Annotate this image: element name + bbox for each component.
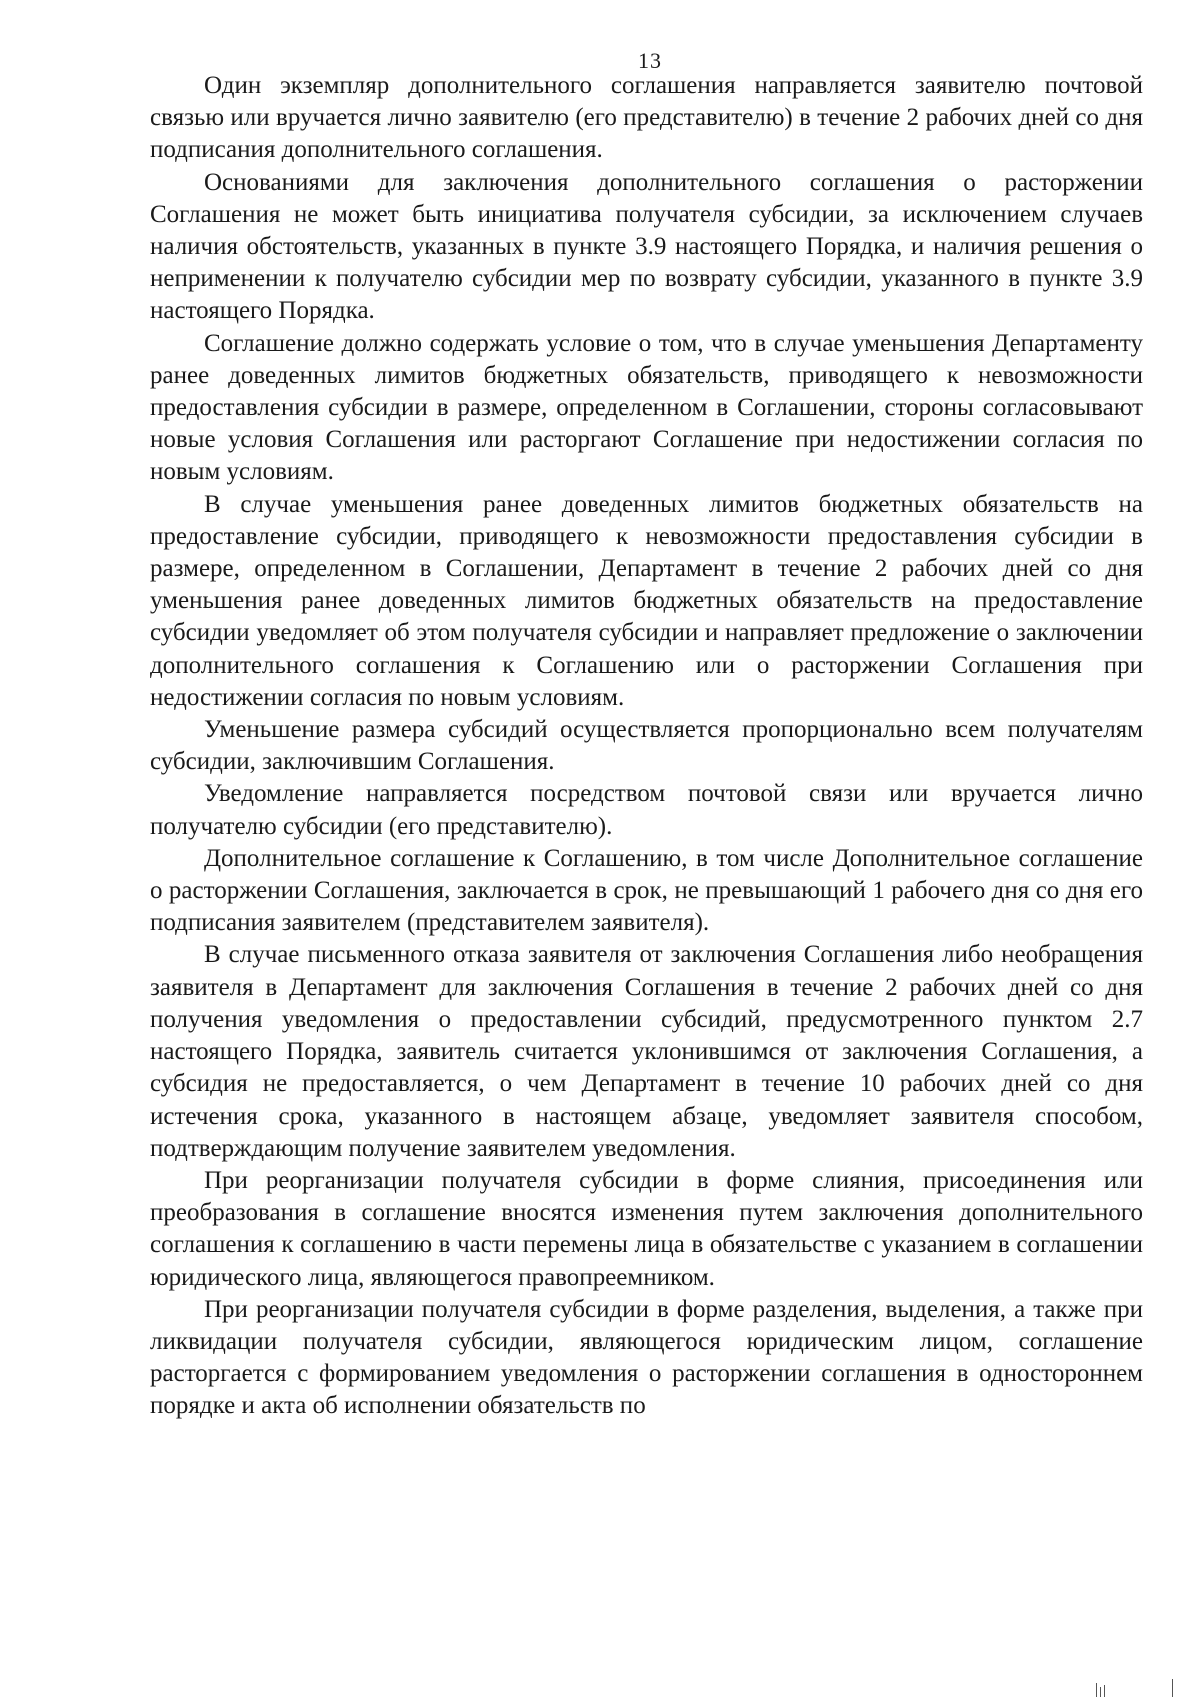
paragraph: Дополнительное соглашение к Соглашению, в том числе Дополнительное соглашение о расторжении Соглашения, заключается в срок, не превышающий 1 рабочего дня со дня его подписания заявителем (представителем заявителя). [150,844,1143,937]
paragraph: Соглашение должно содержать условие о том, что в случае уменьшения Департаменту ранее доведенных лимитов бюджетных обязательств, приводящего к невозможности предоставления субсидии в размере, определенном в Соглашении, стороны согласовывают новые условия Соглашения или расторгают Соглашение при недостижении согласия по новым условиям. [150,329,1143,486]
scan-artifact-mark [1100,1687,1101,1697]
paragraph: В случае уменьшения ранее доведенных лимитов бюджетных обязательств на предоставление субсидии, приводящего к невозможности предоставления субсидии в размере, определенном в Соглашении, Департамент в течение 2 рабочих дней со дня уменьшения ранее доведенных лимитов бюджетных обязательств на предоставление субсидии уведомляет об этом получателя субсидии и направляет предложение о заключении дополнительного соглашения к Соглашению или о расторжении Соглашения при недостижении согласия по новым условиям. [150,490,1143,711]
paragraph: При реорганизации получателя субсидии в форме слияния, присоединения или преобразования в соглашение вносятся изменения путем заключения дополнительного соглашения к соглашению в части перемены лица в обязательстве с указанием в соглашении юридического лица, являющегося правопреемником. [150,1166,1143,1291]
paragraph: Уведомление направляется посредством почтовой связи или вручается лично получателю субсидии (его представителю). [150,780,1143,840]
paragraph: В случае письменного отказа заявителя от заключения Соглашения либо необращения заявителя в Департамент для заключения Соглашения в течение 2 рабочих дней со дня получения уведомления о предоставлении субсидий, предусмотренного пунктом 2.7 настоящего Порядка, заявитель считается уклонившимся от заключения Соглашения, а субсидия не предоставляется, о чем Департамент в течение 10 рабочих дней со дня истечения срока, указанного в настоящем абзаце, уведомляет заявителя способом, подтверждающим получение заявителем уведомления. [150,941,1143,1162]
scan-artifact-mark [1096,1683,1097,1697]
paragraph: При реорганизации получателя субсидии в форме разделения, выделения, а также при ликвидации получателя субсидии, являющегося юридическим лицом, соглашение расторгается с формированием уведомления о расторжении соглашения в одностороннем порядке и акта об исполнении обязательств по [150,1295,1143,1420]
paragraph: Один экземпляр дополнительного соглашения направляется заявителю почтовой связью или вручается лично заявителю (его представителю) в течение 2 рабочих дней со дня подписания дополнительного соглашения. [150,72,1143,164]
document-body [150,70,1143,1423]
paragraph: Уменьшение размера субсидий осуществляется пропорционально всем получателям субсидии, заключившим Соглашения. [150,716,1143,776]
paragraph: Основаниями для заключения дополнительного соглашения о расторжении Соглашения не может быть инициатива получателя субсидии, за исключением случаев наличия обстоятельств, указанных в пункте 3.9 настоящего Порядка, и наличия решения о неприменении к получателю субсидии мер по возврату субсидии, указанного в пункте 3.9 настоящего Порядка. [150,168,1143,325]
page-number: 13 [638,48,662,73]
scan-artifact-mark [1104,1685,1105,1697]
scan-artifact-mark [1172,1679,1173,1697]
